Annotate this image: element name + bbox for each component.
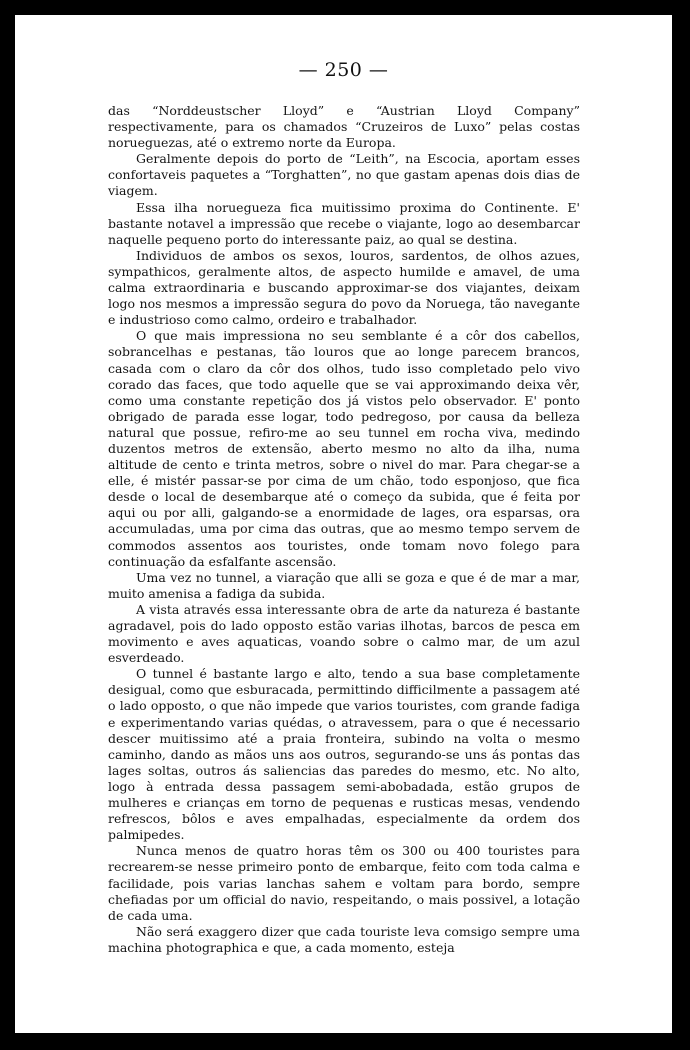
paragraph-5: O que mais impressiona no seu semblante é a côr dos cabellos, sobrancelhas e pestanas, tão louros que ao longe parecem brancos, casada com o claro da côr dos olhos, tudo isso completado pelo vivo corado das faces, que todo aquelle que se vai approximando deixa vêr, como uma constante repetição dos já vistos pelo observador. E' ponto obrigado de parada esse logar, todo pedregoso, por causa da belleza natural que possue, refiro-me ao seu tunnel em rocha viva, medindo duzentos metros de extensão, aberto mesmo no alto da ilha, numa altitude de cento e trinta metros, sobre o nivel do mar. Para chegar-se a elle, é mistér passar-se por cima de um chão, todo esponjoso, que fica desde o local de desembarque até o começo da subida, que é feita por aqui ou por alli, galgando-se a enormidade de lages, ora esparsas, ora accumuladas, uma por cima das outras, que ao mesmo tempo servem de commodos assentos aos touristes, onde tomam novo folego para continuação da esfalfante ascensão.	[108, 328, 580, 569]
paragraph-9: Nunca menos de quatro horas têm os 300 ou 400 touristes para recrearem-se nesse primeiro ponto de embarque, feito com toda calma e facilidade, pois varias lanchas sahem e voltam para bordo, sempre chefiadas por um official do navio, respeitando, o mais possivel, a lotação de cada uma.	[108, 843, 580, 923]
paragraph-8: O tunnel é bastante largo e alto, tendo a sua base completamente desigual, como que esburacada, permittindo difficilmente a passagem até o lado opposto, o que não impede que varios touristes, com grande fadiga e experimentando varias quédas, o atravessem, para o que é necessario descer muitissimo até a praia fronteira, subindo na volta o mesmo caminho, dando as mãos uns aos outros, segurando-se uns ás pontas das lages soltas, outros ás saliencias das paredes do mesmo, etc. No alto, logo à entrada dessa passagem semi-abobadada, estão grupos de mulheres e crianças em torno de pequenas e rusticas mesas, vendendo refrescos, bôlos e aves empalhadas, especialmente da ordem dos palmipedes.	[108, 666, 580, 843]
paragraph-7: A vista através essa interessante obra de arte da natureza é bastante agradavel, pois do lado opposto estão varias ilhotas, barcos de pesca em movimento e aves aquaticas, voando sobre o calmo mar, de um azul esverdeado.	[108, 601, 580, 666]
paragraph-1: das “Norddeustscher Lloyd” e “Austrian Lloyd Company” respectivamente, para os chamados “Cruzeiros de Luxo” pelas costas norueguezas, até o extremo norte da Europa.	[108, 103, 580, 151]
paragraph-4: Individuos de ambos os sexos, louros, sardentos, de olhos azues, sympathicos, geralmente altos, de aspecto humilde e amavel, de uma calma extraordinaria e buscando approximar-se dos viajantes, deixam logo nos mesmos a impressão segura do povo da Noruega, tão navegante e industrioso como calmo, ordeiro e trabalhador.	[108, 247, 580, 328]
page-number: — 250 —	[298, 59, 389, 81]
paragraph-6: Uma vez no tunnel, a viaração que alli se goza e que é de mar a mar, muito amenisa a fadiga da subida.	[108, 569, 580, 601]
document-page	[15, 15, 672, 1033]
paragraph-3: Essa ilha norueguezа fica muitissimo proxima do Continente. E' bastante notavel a impressão que recebe o viajante, logo ao desembarcar naquelle pequeno porto do interessante paiz, ao qual se destina.	[108, 199, 580, 247]
paragraph-2: Geralmente depois do porto de “Leith”, na Escocia, aportam esses confortaveis paquetes a “Torghatten”, no que gastam apenas dois dias de viagem.	[108, 151, 580, 199]
paragraph-10: Não será exaggero dizer que cada touriste leva comsigo sempre uma machina photographica e que, a cada momento, esteja	[108, 923, 580, 955]
body-text	[108, 103, 580, 956]
